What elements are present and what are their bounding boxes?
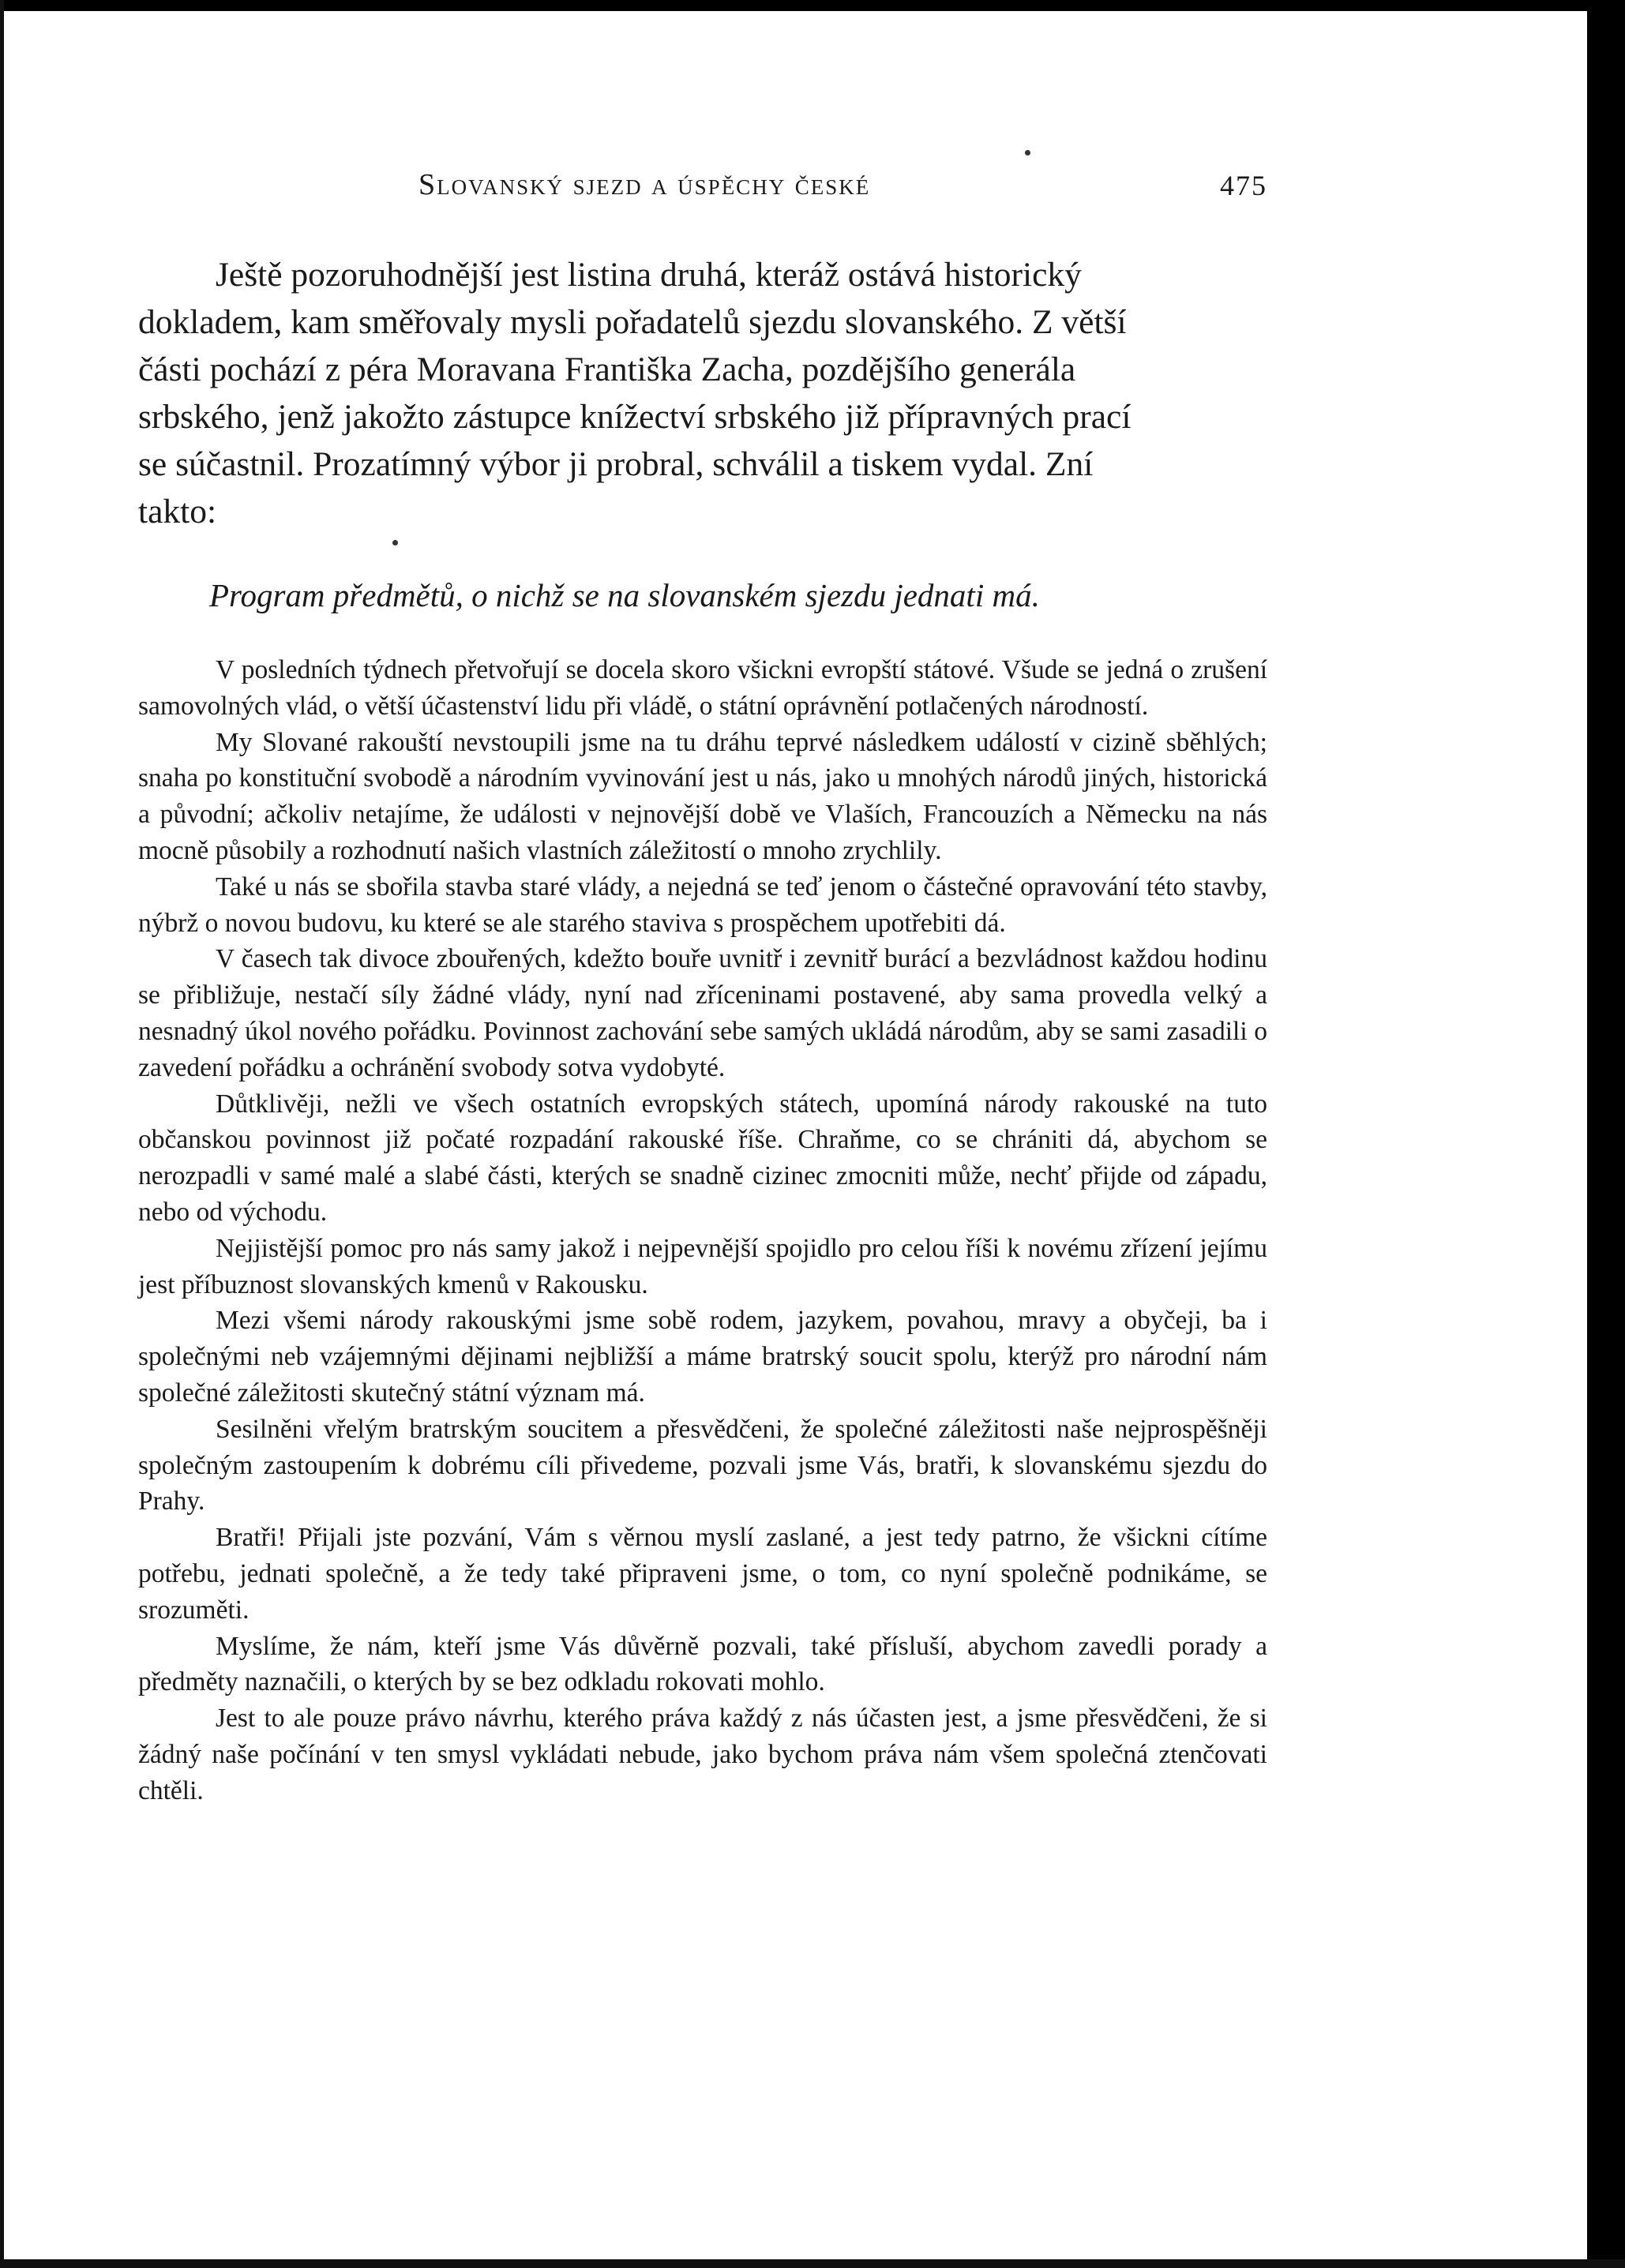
program-paragraph: Také u nás se sbořila stavba staré vlády, a nejedná se teď jenom o částečné opravování této stavby, nýbrž o novou budovu, ku které se ale starého staviva s prospěchem upotřebiti dá. <box>138 872 1267 938</box>
intro-line: se súčastnil. Prozatímný výbor ji probral, schválil a tiskem vydal. Zní <box>138 445 1094 483</box>
program-paragraph: Nejjistější pomoc pro nás samy jakož i nejpevnější spojidlo pro celou říši k novému zřízení jejímu jest příbuznost slovanských kmenů v Rakousku. <box>138 1233 1267 1299</box>
intro-line: srbského, jenž jakožto zástupce knížectví srbského již přípravných prací <box>138 398 1131 436</box>
intro-line: Ještě pozoruhodnější jest listina druhá, kteráž ostává historický <box>216 256 1082 294</box>
scan-border-left <box>0 0 4 2268</box>
scan-speck <box>392 540 398 545</box>
program-paragraph: V posledních týdnech přetvořují se docela skoro všickni evropští státové. Všude se jedná o zrušení samovolných vlád, o větší účastenství lidu při vládě, o státní oprávnění potlačených národností. <box>138 655 1267 721</box>
intro-line: takto: <box>138 493 217 530</box>
running-header: Slovanský sjezd a úspěchy české <box>418 168 871 201</box>
program-paragraph: V časech tak divoce zbouřených, kdežto bouře uvnitř i zevnitř burácí a bezvládnost každou hodinu se přibližuje, nestačí síly žádné vlády, nyní nad zříceninami postavené, aby sama provedla velký a nesnadný úkol nového pořádku. Povinnost zachování sebe samých ukládá národům, aby se sami zasadili o zavedení pořádku a ochránění svobody sotva vydobyté. <box>138 944 1267 1082</box>
document-title: Program předmětů, o nichž se na slovanském sjezdu jednati má. <box>209 577 1040 613</box>
intro-paragraph <box>138 251 1267 535</box>
program-paragraph: Myslíme, že nám, kteří jsme Vás důvěrně pozvali, také přísluší, abychom zavedli porady a předměty naznačili, o kterých by se bez odkladu rokovati mohlo. <box>138 1631 1267 1697</box>
program-text <box>138 652 1267 1809</box>
program-paragraph: My Slované rakouští nevstoupili jsme na tu dráhu teprvé následkem událostí v cizině sběhlých; snaha po konstituční svobodě a národním vyvinování jest u nás, jako u mnohých národů jiných, historická a původní; ačkoliv netajíme, že události v nejnovější době ve Vlaších, Francouzích a Německu na nás mocně působily a rozhodnutí našich vlastních záležitostí o mnoho zrychlily. <box>138 727 1267 865</box>
scan-speck <box>1025 150 1030 156</box>
scan-border-bottom <box>0 2259 1625 2268</box>
intro-line: dokladem, kam směřovaly mysli pořadatelů sjezdu slovanského. Z větší <box>138 303 1127 341</box>
program-paragraph: Bratři! Přijali jste pozvání, Vám s věrnou myslí zaslané, a jest tedy patrno, že všickni cítíme potřebu, jednati společně, a že tedy také připraveni jsme, o tom, co nyní společně podnikáme, se srozuměti. <box>138 1523 1267 1625</box>
program-paragraph: Mezi všemi národy rakouskými jsme sobě rodem, jazykem, povahou, mravy a obyčeji, ba i společnými neb vzájemnými dějinami nejbližší a máme bratrský soucit spolu, kterýž pro národní nám společné záležitosti skutečný státní význam má. <box>138 1306 1267 1408</box>
program-paragraph: Jest to ale pouze právo návrhu, kterého práva každý z nás účasten jest, a jsme přesvědčeni, že si žádný naše počínání v ten smysl vykládati nebude, jako bychom práva nám všem společná ztenčovati chtěli. <box>138 1704 1267 1805</box>
scan-border-right <box>1587 0 1625 2268</box>
program-paragraph: Důtklivěji, nežli ve všech ostatních evropských státech, upomíná národy rakouské na tuto občanskou povinnost již počaté rozpadání rakouské říše. Chraňme, co se chrániti dá, abychom se nerozpadli v samé malé a slabé části, kterých se snadně cizinec zmocniti může, nechť přijde od západu, nebo od východu. <box>138 1089 1267 1227</box>
page-number: 475 <box>1220 170 1267 201</box>
scan-border-top <box>0 0 1625 11</box>
program-paragraph: Sesilněni vřelým bratrským soucitem a přesvědčeni, že společné záležitosti naše nejprospěšněji společným zastoupením k dobrému cíli přivedeme, pozvali jsme Vás, bratři, k slovanskému sjezdu do Prahy. <box>138 1414 1267 1516</box>
intro-line: části pochází z péra Moravana Františka Zacha, pozdějšího generála <box>138 351 1076 388</box>
